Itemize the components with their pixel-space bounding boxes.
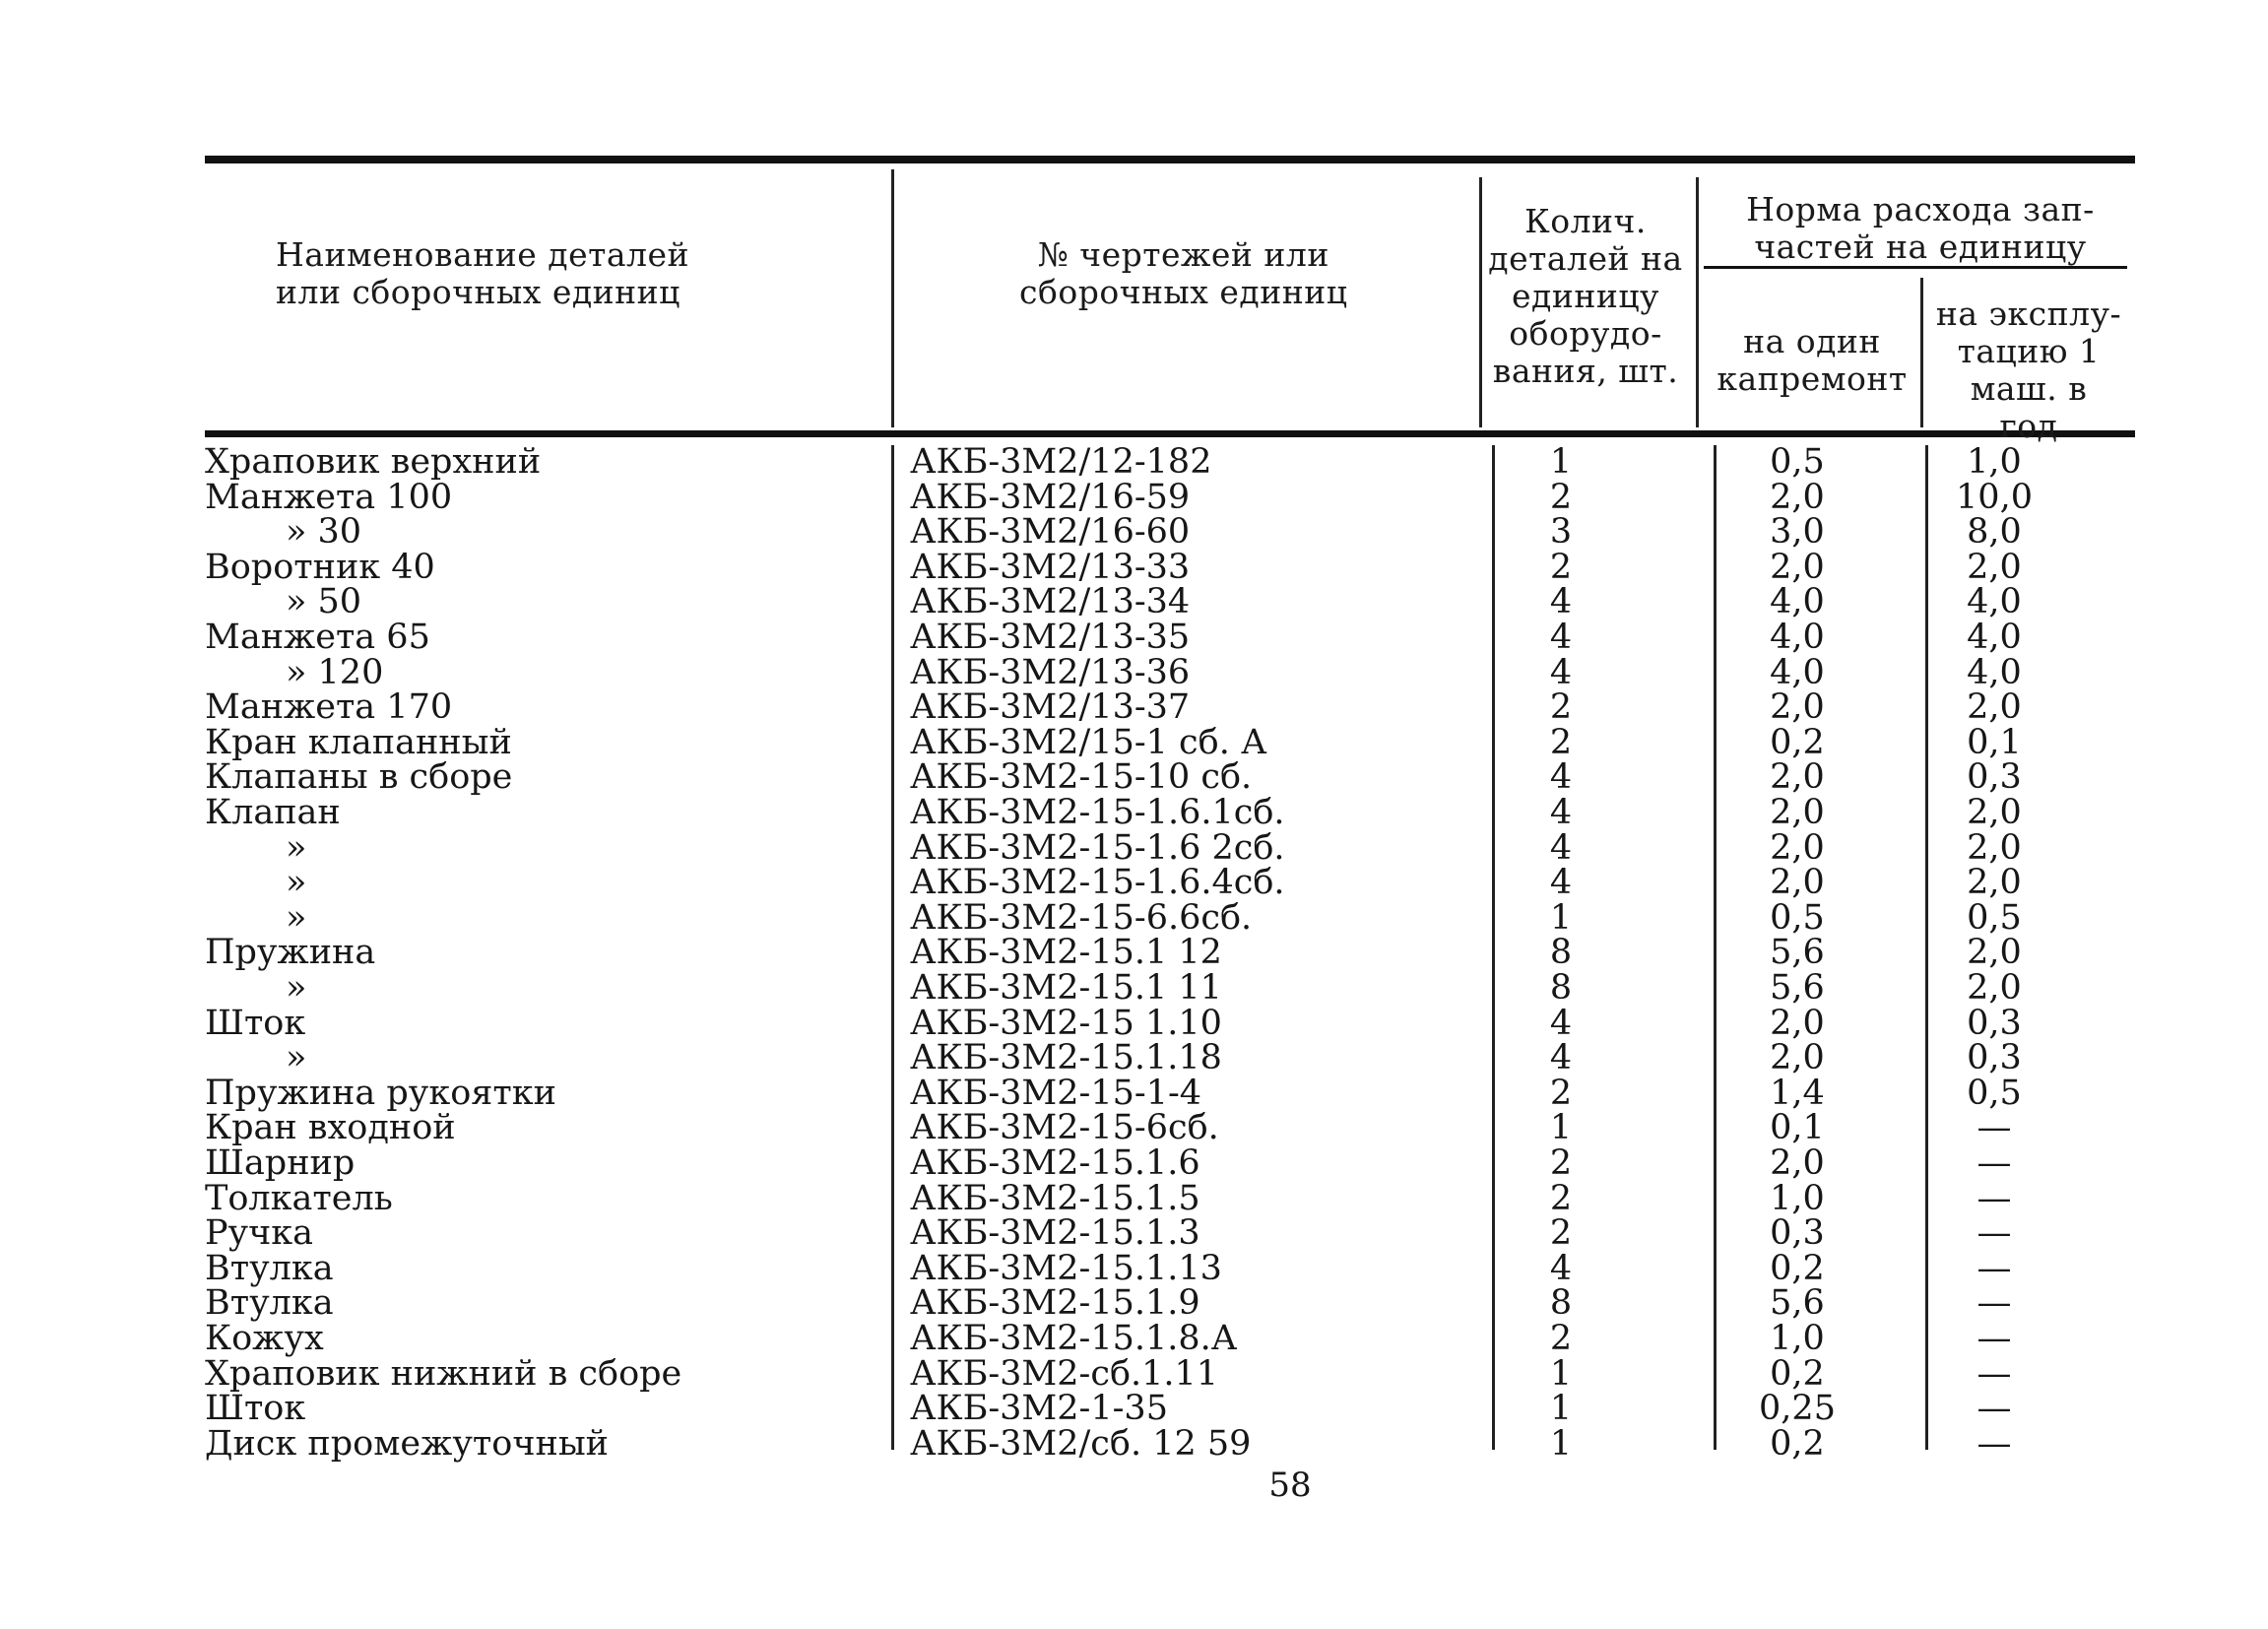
cell-name: Кожух (205, 1319, 324, 1358)
header-norm-line-2: частей на единицу (1754, 228, 2087, 266)
cell-drawing: АКБ-3М2/13-37 (910, 687, 1191, 727)
cell-repair: 0,1 (1770, 1108, 1825, 1147)
table-row (0, 1004, 2268, 1043)
cell-qty: 2 (1549, 548, 1573, 587)
cell-annual: 0,3 (1967, 1038, 2022, 1077)
cell-qty: 2 (1549, 687, 1573, 727)
cell-annual: 0,5 (1967, 1074, 2022, 1113)
cell-drawing: АКБ-3М2-15-1.6 2сб. (910, 828, 1285, 868)
cell-repair: 3,0 (1770, 512, 1825, 552)
header-drawing (1019, 236, 1347, 311)
header-annual-line-4: год (1999, 407, 2058, 445)
cell-drawing: АКБ-3М2/16-59 (910, 478, 1191, 517)
header-name-line-1: Наименование деталей (276, 235, 690, 274)
cell-repair: 5,6 (1770, 1283, 1825, 1323)
table-row (0, 898, 2268, 938)
cell-repair: 2,0 (1770, 548, 1825, 587)
cell-drawing: АКБ-3М2-сб.1.11 (910, 1354, 1219, 1394)
cell-annual: 2,0 (1967, 793, 2022, 832)
cell-repair: 1,0 (1770, 1319, 1825, 1358)
header-qty-line-2: деталей на (1488, 239, 1683, 278)
cell-name: » 50 (286, 582, 362, 621)
cell-repair: 0,5 (1770, 898, 1825, 938)
cell-repair: 2,0 (1770, 478, 1825, 517)
cell-name: Клапан (205, 793, 341, 832)
cell-qty: 8 (1549, 933, 1573, 972)
cell-name: Шток (205, 1004, 306, 1043)
table-row (0, 863, 2268, 902)
cell-name: Шарнир (205, 1143, 356, 1183)
cell-annual: 8,0 (1967, 512, 2022, 552)
cell-name: » (286, 968, 307, 1008)
cell-repair: 0,3 (1770, 1213, 1825, 1253)
cell-repair: 5,6 (1770, 968, 1825, 1008)
header-divider-1 (891, 169, 894, 427)
cell-name: Диск промежуточный (205, 1424, 610, 1464)
cell-qty: 4 (1549, 863, 1573, 902)
cell-repair: 2,0 (1770, 757, 1825, 797)
header-qty (1487, 203, 1684, 390)
cell-drawing: АКБ-3М2-15.1.13 (910, 1249, 1222, 1288)
table-row (0, 548, 2268, 587)
cell-qty: 4 (1549, 1004, 1573, 1043)
cell-annual: — (1976, 1213, 2012, 1253)
cell-qty: 1 (1549, 1108, 1573, 1147)
table-row (0, 1354, 2268, 1394)
table-row (0, 1179, 2268, 1218)
cell-drawing: АКБ-3М2-15.1.8.А (910, 1319, 1238, 1358)
cell-qty: 1 (1549, 1424, 1573, 1464)
cell-qty: 4 (1549, 757, 1573, 797)
cell-annual: — (1976, 1249, 2012, 1288)
cell-annual: 2,0 (1967, 933, 2022, 972)
cell-name: Храповик нижний в сборе (205, 1354, 682, 1394)
cell-drawing: АКБ-3М2-15-6.6сб. (910, 898, 1253, 938)
header-qty-line-4: оборудо- (1509, 314, 1662, 353)
header-qty-line-1: Колич. (1524, 202, 1647, 240)
cell-repair: 0,2 (1770, 1249, 1825, 1288)
cell-drawing: АКБ-3М2-1-35 (910, 1389, 1168, 1428)
cell-qty: 2 (1549, 1179, 1573, 1218)
cell-repair: 2,0 (1770, 793, 1825, 832)
cell-qty: 4 (1549, 828, 1573, 868)
header-annual-line-1: на эксплу- (1935, 294, 2122, 333)
table-row (0, 582, 2268, 621)
table-row (0, 968, 2268, 1008)
header-repair-line-2: капремонт (1717, 359, 1908, 398)
cell-name: » (286, 898, 307, 938)
cell-drawing: АКБ-3М2/12-182 (910, 442, 1212, 482)
table-row (0, 442, 2268, 482)
table-row (0, 1038, 2268, 1077)
cell-qty: 4 (1549, 793, 1573, 832)
header-divider-3 (1696, 177, 1699, 427)
table-row (0, 1108, 2268, 1147)
cell-annual: — (1976, 1319, 2012, 1358)
cell-qty: 1 (1549, 898, 1573, 938)
header-name (276, 236, 689, 311)
cell-name: Манжета 100 (205, 478, 453, 517)
table-row (0, 1283, 2268, 1323)
cell-qty: 2 (1549, 723, 1573, 762)
cell-drawing: АКБ-3М2-15-6сб. (910, 1108, 1219, 1147)
header-annual-line-3: маш. в (1970, 369, 2088, 408)
cell-drawing: АКБ-3М2-15.1.5 (910, 1179, 1200, 1218)
cell-annual: 2,0 (1967, 863, 2022, 902)
table-row (0, 1424, 2268, 1464)
header-name-line-2: или сборочных единиц (276, 273, 680, 311)
cell-name: Толкатель (205, 1179, 393, 1218)
header-annual (1930, 295, 2127, 445)
cell-annual: 2,0 (1967, 968, 2022, 1008)
cell-annual: — (1976, 1354, 2012, 1394)
header-annual-line-2: тацию 1 (1957, 332, 2101, 370)
cell-annual: — (1976, 1424, 2012, 1464)
cell-name: Кран входной (205, 1108, 456, 1147)
table-row (0, 828, 2268, 868)
cell-qty: 4 (1549, 618, 1573, 657)
table-row (0, 653, 2268, 692)
cell-qty: 2 (1549, 478, 1573, 517)
header-drawing-line-2: сборочных единиц (1019, 273, 1348, 311)
cell-drawing: АКБ-3М2-15-1.6.1сб. (910, 793, 1285, 832)
table-top-rule (205, 156, 2135, 163)
cell-qty: 2 (1549, 1143, 1573, 1183)
cell-name: » 30 (286, 512, 362, 552)
cell-repair: 0,2 (1770, 723, 1825, 762)
cell-name: » (286, 1038, 307, 1077)
cell-annual: 0,3 (1967, 757, 2022, 797)
cell-annual: 2,0 (1967, 828, 2022, 868)
header-drawing-line-1: № чертежей или (1037, 235, 1329, 274)
table-row (0, 757, 2268, 797)
header-qty-line-3: единицу (1512, 277, 1659, 315)
cell-name: Пружина (205, 933, 376, 972)
cell-annual: 0,1 (1967, 723, 2022, 762)
cell-annual: — (1976, 1143, 2012, 1183)
table-row (0, 687, 2268, 727)
cell-annual: 4,0 (1967, 618, 2022, 657)
header-repair-line-1: на один (1743, 322, 1881, 360)
cell-name: » 120 (286, 653, 384, 692)
cell-annual: 2,0 (1967, 548, 2022, 587)
cell-repair: 2,0 (1770, 1038, 1825, 1077)
header-qty-line-5: вания, шт. (1492, 352, 1679, 390)
header-norm-line-1: Норма расхода зап- (1746, 190, 2095, 228)
table-row (0, 933, 2268, 972)
cell-repair: 2,0 (1770, 1143, 1825, 1183)
cell-name: Ручка (205, 1213, 314, 1253)
cell-annual: 10,0 (1956, 478, 2033, 517)
cell-name: Шток (205, 1389, 306, 1428)
header-bottom-rule (205, 430, 2135, 437)
cell-annual: 0,3 (1967, 1004, 2022, 1043)
table-row (0, 1143, 2268, 1183)
cell-qty: 4 (1549, 653, 1573, 692)
cell-repair: 4,0 (1770, 582, 1825, 621)
cell-name: Кран клапанный (205, 723, 512, 762)
cell-qty: 8 (1549, 968, 1573, 1008)
table-row (0, 793, 2268, 832)
cell-qty: 4 (1549, 1038, 1573, 1077)
cell-qty: 3 (1549, 512, 1573, 552)
cell-name: Втулка (205, 1249, 334, 1288)
cell-drawing: АКБ-3М2-15-1-4 (910, 1074, 1202, 1113)
cell-name: » (286, 863, 307, 902)
cell-repair: 1,0 (1770, 1179, 1825, 1218)
cell-name: Втулка (205, 1283, 334, 1323)
norm-subheader-rule (1704, 266, 2127, 269)
cell-qty: 4 (1549, 582, 1573, 621)
cell-drawing: АКБ-3М2-15-10 сб. (910, 757, 1253, 797)
cell-annual: — (1976, 1179, 2012, 1218)
cell-drawing: АКБ-3М2-15-1.6.4сб. (910, 863, 1285, 902)
cell-repair: 0,2 (1770, 1354, 1825, 1394)
cell-drawing: АКБ-3М2-15.1 11 (910, 968, 1222, 1008)
cell-repair: 2,0 (1770, 1004, 1825, 1043)
cell-repair: 0,5 (1770, 442, 1825, 482)
cell-name: Клапаны в сборе (205, 757, 513, 797)
cell-annual: 2,0 (1967, 687, 2022, 727)
header-repair (1709, 323, 1915, 398)
cell-annual: 0,5 (1967, 898, 2022, 938)
cell-repair: 5,6 (1770, 933, 1825, 972)
cell-drawing: АКБ-3М2-15.1.9 (910, 1283, 1200, 1323)
table-row (0, 1213, 2268, 1253)
cell-name: Манжета 65 (205, 618, 430, 657)
cell-drawing: АКБ-3М2-15.1.18 (910, 1038, 1222, 1077)
table-row (0, 1249, 2268, 1288)
cell-qty: 4 (1549, 1249, 1573, 1288)
cell-name: Манжета 170 (205, 687, 453, 727)
cell-drawing: АКБ-3М2/13-36 (910, 653, 1191, 692)
cell-qty: 2 (1549, 1213, 1573, 1253)
cell-drawing: АКБ-3М2/сб. 12 59 (910, 1424, 1252, 1464)
cell-drawing: АКБ-3М2/13-33 (910, 548, 1191, 587)
cell-drawing: АКБ-3М2/16-60 (910, 512, 1191, 552)
cell-name: Пружина рукоятки (205, 1074, 556, 1113)
cell-drawing: АКБ-3М2-15.1.3 (910, 1213, 1200, 1253)
cell-drawing: АКБ-3М2-15.1.6 (910, 1143, 1200, 1183)
table-row (0, 1076, 2268, 1111)
cell-repair: 2,0 (1770, 687, 1825, 727)
cell-annual: 1,0 (1967, 442, 2022, 482)
cell-drawing: АКБ-3М2-15 1.10 (910, 1004, 1222, 1043)
cell-annual: — (1976, 1389, 2012, 1428)
table-row (0, 1389, 2268, 1428)
cell-repair: 2,0 (1770, 828, 1825, 868)
cell-drawing: АКБ-3М2/13-34 (910, 582, 1191, 621)
cell-drawing: АКБ-3М2/15-1 сб. А (910, 723, 1267, 762)
header-norm (1714, 191, 2127, 266)
table-row (0, 723, 2268, 762)
table-row (0, 1319, 2268, 1358)
table-row (0, 512, 2268, 552)
table-row (0, 620, 2268, 655)
page-number: 58 (1268, 1466, 1312, 1505)
header-divider-2 (1479, 177, 1482, 427)
cell-drawing: АКБ-3М2/13-35 (910, 618, 1191, 657)
header-divider-4 (1920, 278, 1923, 427)
cell-annual: 4,0 (1967, 653, 2022, 692)
cell-repair: 0,25 (1759, 1389, 1836, 1428)
cell-drawing: АКБ-3М2-15.1 12 (910, 933, 1222, 972)
cell-qty: 2 (1549, 1074, 1573, 1113)
cell-qty: 1 (1549, 1389, 1573, 1428)
table-row (0, 478, 2268, 517)
cell-repair: 2,0 (1770, 863, 1825, 902)
cell-qty: 1 (1549, 442, 1573, 482)
cell-annual: — (1976, 1108, 2012, 1147)
cell-repair: 4,0 (1770, 653, 1825, 692)
cell-name: Храповик верхний (205, 442, 542, 482)
cell-annual: 4,0 (1967, 582, 2022, 621)
cell-repair: 4,0 (1770, 618, 1825, 657)
cell-repair: 0,2 (1770, 1424, 1825, 1464)
cell-qty: 8 (1549, 1283, 1573, 1323)
cell-name: Воротник 40 (205, 548, 435, 587)
cell-qty: 2 (1549, 1319, 1573, 1358)
cell-name: » (286, 828, 307, 868)
cell-repair: 1,4 (1770, 1074, 1825, 1113)
cell-qty: 1 (1549, 1354, 1573, 1394)
cell-annual: — (1976, 1283, 2012, 1323)
